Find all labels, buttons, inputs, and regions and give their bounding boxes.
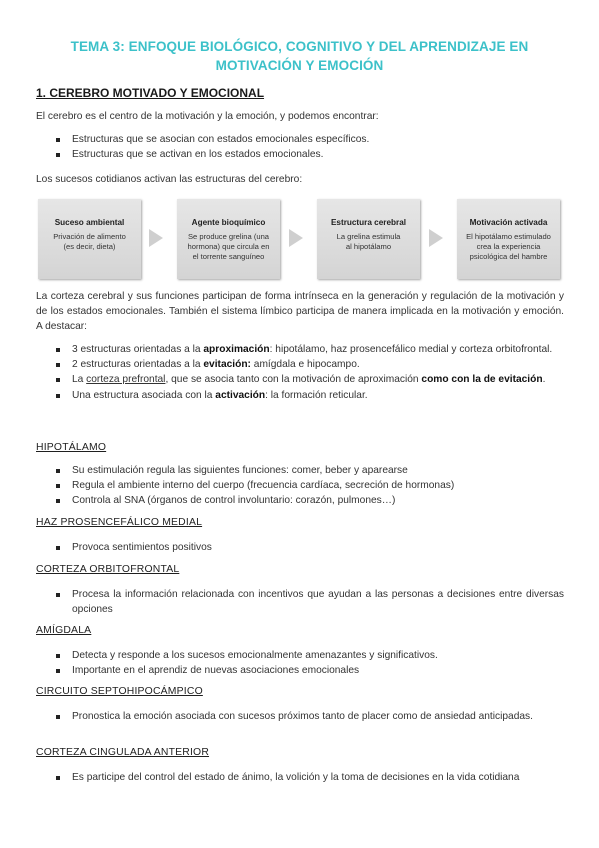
orbitofrontal-list bbox=[56, 587, 564, 617]
diagram-box-biochemical bbox=[177, 199, 280, 279]
page-title bbox=[40, 37, 559, 75]
box-description bbox=[38, 232, 141, 252]
list-item: Detecta y responde a los sucesos emocionalmente amenazantes y significativos. bbox=[56, 648, 564, 663]
list-item bbox=[56, 342, 564, 357]
list-item: Pronostica la emoción asociada con sucesos próximos tanto de placer como de ansiedad anticipadas. bbox=[56, 709, 564, 724]
daily-events-paragraph: Los sucesos cotidianos activan las estructuras del cerebro: bbox=[36, 174, 303, 185]
underlined-term: corteza prefrontal bbox=[86, 374, 166, 386]
box-description bbox=[457, 232, 560, 262]
bold-term: activación bbox=[215, 389, 266, 401]
cortex-paragraph: La corteza cerebral y sus funciones participan de forma intrínseca en la generación y regulación de la motivación y de los estados emocionales. También el sistema límbico participa de manera implicada en la motivación y emoción. A destacar: bbox=[36, 291, 564, 332]
heading-septohipocampico: CIRCUITO SEPTOHIPOCÁMPICO bbox=[36, 686, 203, 697]
bold-term: evitación: bbox=[203, 359, 251, 371]
text-span: . bbox=[542, 374, 546, 386]
text-span: , que se asocia tanto con la motivación de aproximación bbox=[165, 374, 422, 386]
diagram-box-motivation bbox=[457, 199, 560, 279]
flow-diagram bbox=[38, 199, 560, 281]
heading-amigdala: AMÍGDALA bbox=[36, 625, 92, 636]
list-item: Estructuras que se activan en los estados emocionales. bbox=[56, 147, 564, 162]
box-line: (es decir, dieta) bbox=[63, 242, 116, 251]
bold-term: aproximación bbox=[203, 344, 270, 355]
box-title: Agente bioquímico bbox=[191, 218, 266, 227]
list-item: Importante en el aprendiz de nuevas asociaciones emocionales bbox=[56, 663, 564, 678]
list-item bbox=[56, 372, 564, 387]
heading-haz: HAZ PROSENCEFÁLICO MEDIAL bbox=[36, 517, 203, 528]
box-description bbox=[317, 232, 420, 252]
list-item: Estructuras que se asocian con estados emocionales específicos. bbox=[56, 132, 564, 147]
box-line: psicológica del hambre bbox=[469, 252, 548, 261]
box-line: Se produce grelina (una bbox=[187, 232, 270, 241]
septohipocampico-list bbox=[56, 709, 564, 724]
list-item: Es participe del control del estado de ánimo, la volición y la toma de decisiones en la vida cotidiana bbox=[56, 770, 564, 785]
intro-paragraph: El cerebro es el centro de la motivación y la emoción, y podemos encontrar: bbox=[36, 111, 379, 122]
structures-list bbox=[56, 132, 564, 162]
heading-hipotalamo: HIPOTÁLAMO bbox=[36, 442, 107, 453]
cortex-list bbox=[56, 342, 564, 403]
hipotalamo-list bbox=[56, 463, 564, 509]
arrow-right-icon bbox=[429, 229, 443, 247]
amigdala-list bbox=[56, 648, 564, 678]
box-line: El hipotálamo estimulado bbox=[466, 232, 551, 241]
title-line-2: MOTIVACIÓN Y EMOCIÓN bbox=[215, 58, 384, 73]
heading-cingulada: CORTEZA CINGULADA ANTERIOR bbox=[36, 747, 210, 758]
cingulada-list bbox=[56, 770, 564, 785]
list-item bbox=[56, 388, 564, 403]
text-span: 2 estructuras orientadas a la bbox=[72, 359, 204, 371]
text-span: La bbox=[72, 374, 87, 386]
bold-term: como con la de evitación bbox=[421, 374, 543, 386]
list-item: Su estimulación regula las siguientes funciones: comer, beber y aparearse bbox=[56, 463, 564, 478]
heading-orbitofrontal: CORTEZA ORBITOFRONTAL bbox=[36, 564, 180, 575]
section-heading: 1. CEREBRO MOTIVADO Y EMOCIONAL bbox=[36, 86, 265, 100]
box-line: La grelina estimula bbox=[336, 232, 401, 241]
list-item bbox=[56, 357, 564, 372]
box-line: crea la experiencia bbox=[476, 242, 541, 251]
list-item: Procesa la información relacionada con incentivos que ayudan a las personas a decisiones entre diversas opciones bbox=[56, 587, 564, 617]
text-span: : hipotálamo, haz prosencefálico medial y corteza orbitofrontal. bbox=[269, 344, 553, 355]
list-item: Controla al SNA (órganos de control involuntario: corazón, pulmones…) bbox=[56, 493, 564, 508]
box-line: al hipotálamo bbox=[345, 242, 392, 251]
box-line: hormona) que circula en bbox=[187, 242, 270, 251]
arrow-right-icon bbox=[149, 229, 163, 247]
box-title: Estructura cerebral bbox=[330, 218, 407, 227]
box-line: el torrente sanguíneo bbox=[192, 252, 265, 261]
box-description bbox=[177, 232, 280, 262]
haz-list bbox=[56, 540, 564, 555]
box-title: Motivación activada bbox=[469, 218, 548, 227]
diagram-box-environment bbox=[38, 199, 141, 279]
box-title: Suceso ambiental bbox=[54, 218, 125, 227]
title-line-1: TEMA 3: ENFOQUE BIOLÓGICO, COGNITIVO Y DEL APRENDIZAJE EN bbox=[70, 39, 529, 54]
diagram-box-brain-structure bbox=[317, 199, 420, 279]
text-span: Una estructura asociada con la bbox=[72, 389, 216, 401]
text-span: 3 estructuras orientadas a la bbox=[72, 344, 204, 355]
arrow-right-icon bbox=[289, 229, 303, 247]
list-item: Regula el ambiente interno del cuerpo (frecuencia cardíaca, secreción de hormonas) bbox=[56, 478, 564, 493]
text-span: : la formación reticular. bbox=[265, 389, 368, 401]
text-span: amígdala e hipocampo. bbox=[250, 359, 360, 371]
list-item: Provoca sentimientos positivos bbox=[56, 540, 564, 555]
box-line: Privación de alimento bbox=[53, 232, 126, 241]
